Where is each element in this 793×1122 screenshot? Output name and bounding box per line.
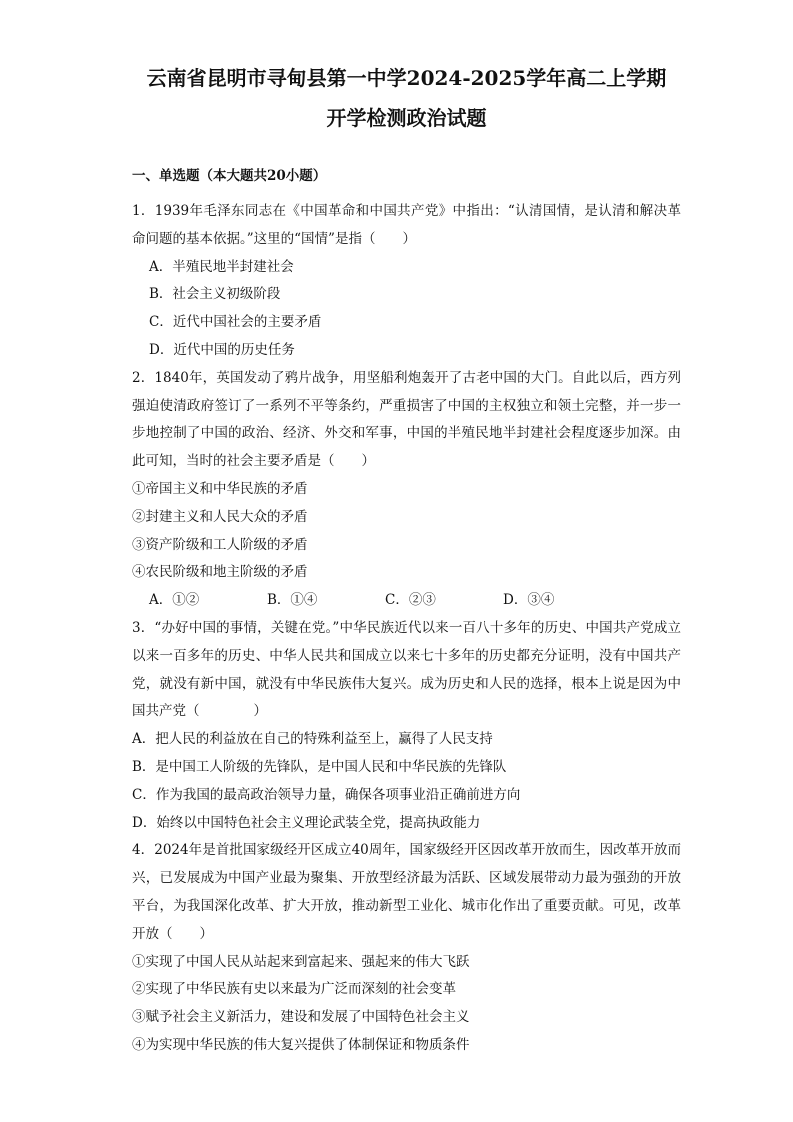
statement-2: ②实现了中华民族有史以来最为广泛而深刻的社会变革	[132, 981, 456, 998]
exam-title	[132, 58, 681, 138]
title-line-2: 开学检测政治试题	[326, 106, 487, 130]
question-4	[132, 837, 681, 1059]
statement-2: ②封建主义和人民大众的矛盾	[132, 508, 308, 525]
statement-3: ③资产阶级和工人阶级的矛盾	[132, 536, 308, 553]
statement-1: ①实现了中国人民从站起来到富起来、强起来的伟大飞跃	[132, 953, 470, 970]
option-a: A．半殖民地半封建社会	[149, 258, 294, 275]
option-b: B．社会主义初级阶段	[149, 286, 281, 303]
choice-a: A．①②	[149, 592, 200, 609]
question-1	[132, 198, 681, 365]
question-3	[132, 615, 681, 837]
statement-3: ③赋予社会主义新活力，建设和发展了中国特色社会主义	[132, 1009, 470, 1026]
question-2	[132, 365, 681, 615]
title-line-1: 云南省昆明市寻甸县第一中学2024-2025学年高二上学期	[146, 66, 667, 90]
option-d: D．始终以中国特色社会主义理论武装全党，提高执政能力	[132, 814, 481, 831]
choice-b: B．①④	[267, 592, 318, 609]
choice-c: C．②③	[385, 592, 436, 609]
choice-d: D．③④	[503, 592, 555, 609]
choice-row	[132, 587, 681, 615]
statement-4: ④农民阶级和地主阶级的矛盾	[132, 564, 308, 581]
option-d: D．近代中国的历史任务	[149, 341, 295, 358]
option-c: C．近代中国社会的主要矛盾	[149, 314, 322, 331]
question-stem: 3．“办好中国的事情，关键在党。”中华民族近代以来一百八十多年的历史、中国共产党成立以来一百多年的历史、中华人民共和国成立以来七十多年的历史都充分证明，没有中国共产党，就没有新中国，就没有中华民族伟大复兴。成为历史和人民的选择，根本上说是因为中国共产党（ ）	[132, 619, 681, 720]
question-stem: 4．2024年是首批国家级经开区成立40周年，国家级经开区因改革开放而生，因改革开放而兴，已发展成为中国产业最为聚集、开放型经济最为活跃、区域发展带动力最为强劲的开放平台，为我国深化改革、扩大开放，推动新型工业化、城市化作出了重要贡献。可见，改革开放（ ）	[132, 842, 681, 942]
question-stem: 2．1840年，英国发动了鸦片战争，用坚船利炮轰开了古老中国的大门。自此以后，西方列强迫使清政府签订了一系列不平等条约，严重损害了中国的主权独立和领土完整，并一步一步地控制了中国的政治、经济、外交和军事，中国的半殖民地半封建社会程度逐步加深。由此可知，当时的社会主要矛盾是（ ）	[132, 369, 681, 470]
option-a: A．把人民的利益放在自己的特殊利益至上，赢得了人民支持	[132, 731, 493, 748]
question-stem: 1．1939年毛泽东同志在《中国革命和中国共产党》中指出：“认清国情，是认清和解决革命问题的基本依据。”这里的“国情”是指（ ）	[132, 203, 681, 247]
section-heading: 一、单选题（本大题共20小题）	[132, 168, 327, 184]
statement-1: ①帝国主义和中华民族的矛盾	[132, 480, 308, 497]
option-c: C．作为我国的最高政治领导力量，确保各项事业沿正确前进方向	[132, 786, 521, 803]
statement-4: ④为实现中华民族的伟大复兴提供了体制保证和物质条件	[132, 1036, 470, 1053]
option-b: B．是中国工人阶级的先锋队，是中国人民和中华民族的先锋队	[132, 758, 507, 775]
